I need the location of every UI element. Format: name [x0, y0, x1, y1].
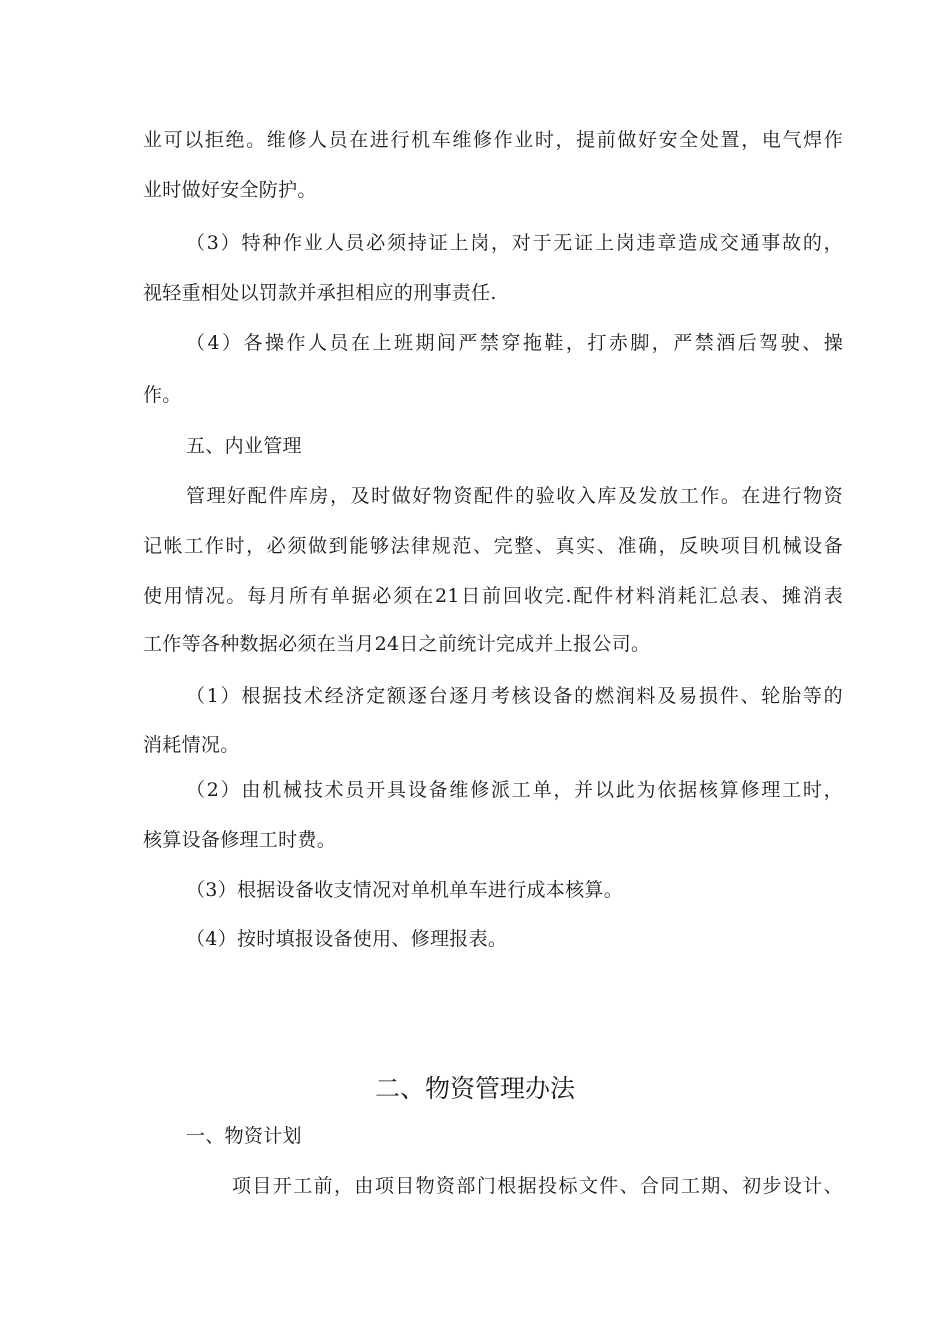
paragraph-line: 工作等各种数据必须在当月24日之前统计完成并上报公司。 [143, 633, 651, 655]
list-item-line: （4）各操作人员在上班期间严禁穿拖鞋，打赤脚，严禁酒后驾驶、操 [186, 332, 843, 354]
paragraph-line: 业可以拒绝。维修人员在进行机车维修作业时，提前做好安全处置，电气焊作 [143, 129, 843, 151]
paragraph-line: 管理好配件库房，及时做好物资配件的验收入库及发放工作。在进行物资 [186, 485, 843, 507]
list-item-line: （1）根据技术经济定额逐台逐月考核设备的燃润料及易损件、轮胎等的 [186, 685, 843, 707]
list-item-line: （3）特种作业人员必须持证上岗，对于无证上岗违章造成交通事故的， [186, 232, 843, 254]
subsection-heading: 一、物资计划 [186, 1125, 302, 1147]
paragraph-line: 记帐工作时，必须做到能够法律规范、完整、真实、准确，反映项目机械设备 [143, 535, 843, 557]
section-heading: 五、内业管理 [186, 435, 302, 457]
chapter-title: 二、物资管理办法 [374, 1074, 575, 1103]
paragraph-line: 项目开工前，由项目物资部门根据投标文件、合同工期、初步设计、 [232, 1175, 843, 1197]
paragraph-line: 业时做好安全防护。 [143, 179, 317, 201]
list-item-line: （2）由机械技术员开具设备维修派工单，并以此为依据核算修理工时， [186, 779, 843, 801]
list-item-line: 视轻重相处以罚款并承担相应的刑事责任. [143, 282, 497, 304]
list-item-line: （3）根据设备收支情况对单机单车进行成本核算。 [186, 879, 623, 901]
list-item-line: 核算设备修理工时费。 [143, 829, 337, 851]
list-item-line: 作。 [143, 384, 182, 406]
list-item-line: （4）按时填报设备使用、修理报表。 [186, 928, 508, 950]
paragraph-line: 使用情况。每月所有单据必须在21日前回收完.配件材料消耗汇总表、摊消表 [143, 585, 843, 607]
list-item-line: 消耗情况。 [143, 734, 240, 756]
